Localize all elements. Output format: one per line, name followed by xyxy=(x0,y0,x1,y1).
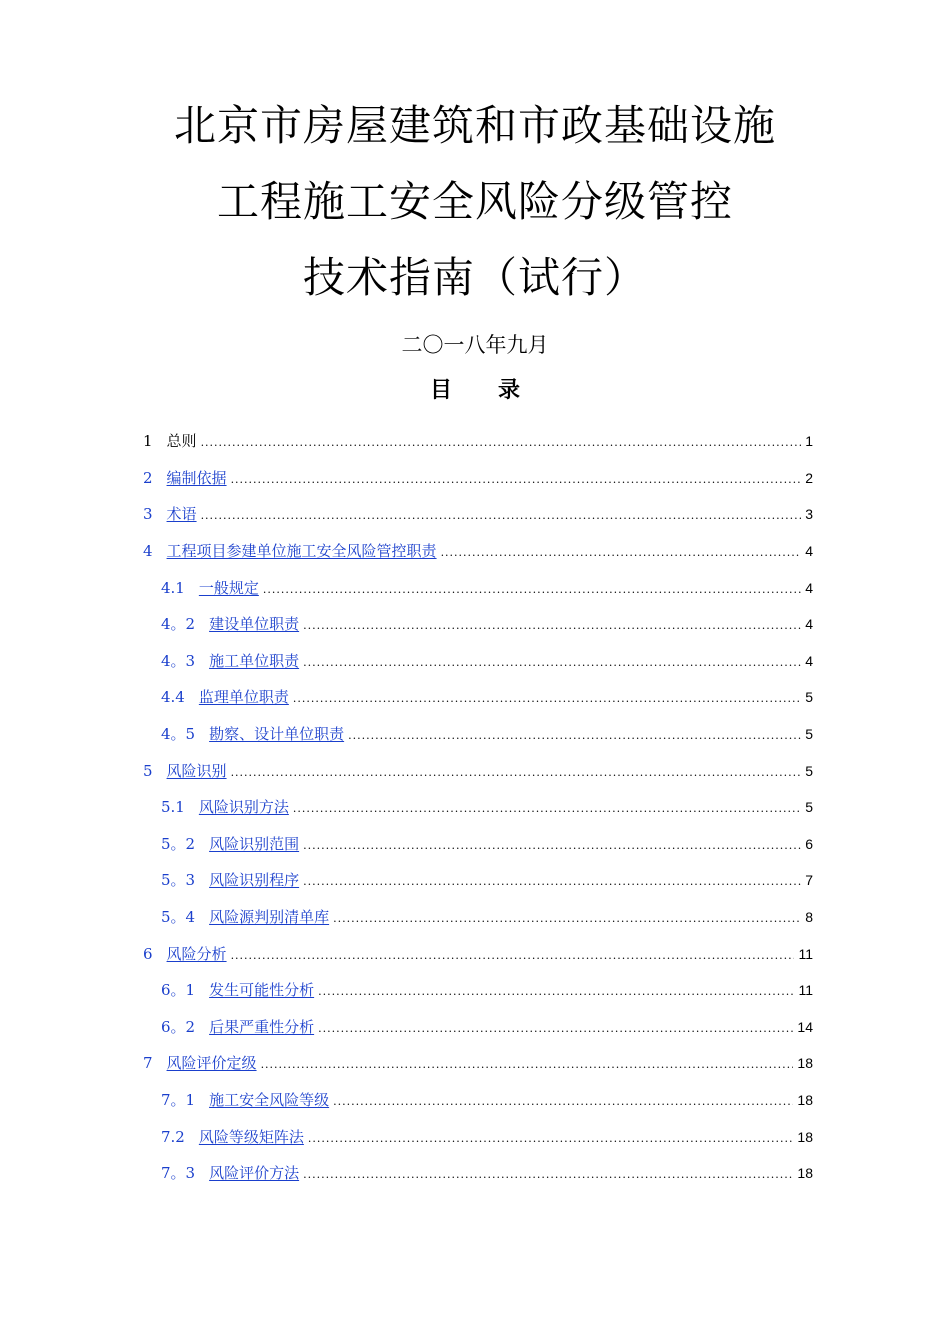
toc-entry-title: 风险识别 xyxy=(166,761,227,780)
toc-entry-title: 发生可能性分析 xyxy=(209,981,315,1000)
toc-entry-title: 风险源判别清单库 xyxy=(209,908,330,927)
toc-entry-page: 4 xyxy=(805,579,813,596)
toc-entry-number: 4 xyxy=(143,542,153,561)
toc-entry-page: 5 xyxy=(805,799,813,816)
toc-entry-title: 术语 xyxy=(166,505,197,524)
toc-entry-number: 7。1 xyxy=(161,1090,196,1109)
toc-entry-page: 3 xyxy=(805,506,813,523)
toc-entry-number: 5。2 xyxy=(161,834,196,853)
toc-entry[interactable] xyxy=(143,460,813,497)
toc-entry-title: 监理单位职责 xyxy=(198,688,289,707)
toc-entry-number: 4.4 xyxy=(161,688,185,707)
toc-entry-title: 风险评价定级 xyxy=(166,1054,257,1073)
toc-entry-number: 6 xyxy=(143,944,153,963)
toc-entry-title: 工程项目参建单位施工安全风险管控职责 xyxy=(166,542,437,561)
toc-entry-page: 18 xyxy=(797,1128,813,1145)
toc-entry[interactable] xyxy=(143,935,813,972)
toc-entry-page: 14 xyxy=(797,1018,813,1035)
toc-entry-page: 4 xyxy=(805,543,813,560)
toc-entry-link[interactable] xyxy=(161,614,299,634)
toc-dot-leader xyxy=(441,543,802,563)
toc-entry-link[interactable] xyxy=(143,944,227,964)
toc-entry-page: 8 xyxy=(805,909,813,926)
toc-entry[interactable] xyxy=(143,716,813,753)
toc-entry[interactable] xyxy=(143,496,813,533)
toc-entry-page: 18 xyxy=(797,1091,813,1108)
toc-dot-leader xyxy=(318,982,794,1002)
toc-dot-leader xyxy=(303,1165,793,1185)
toc-entry-link[interactable] xyxy=(143,1053,257,1073)
toc-entry-link[interactable] xyxy=(161,870,299,890)
toc-dot-leader xyxy=(261,1055,794,1075)
title-line-2: 工程施工安全风险分级管控 xyxy=(216,177,733,226)
toc-entry-link[interactable] xyxy=(161,797,289,817)
toc-entry-title: 风险等级矩阵法 xyxy=(198,1127,304,1146)
toc-entry-page: 1 xyxy=(805,433,813,450)
toc-dot-leader xyxy=(333,1092,793,1112)
toc-entry-number: 7 xyxy=(143,1054,153,1073)
toc-entry-page: 4 xyxy=(805,652,813,669)
title-line-3: 技术指南（试行） xyxy=(302,253,647,302)
toc-entry[interactable] xyxy=(143,1082,813,1119)
toc-entry-number: 2 xyxy=(143,468,153,487)
toc-dot-leader xyxy=(318,1019,793,1039)
toc-entry-link[interactable] xyxy=(161,980,314,1000)
toc-entry[interactable] xyxy=(143,1045,813,1082)
toc-entry-title: 建设单位职责 xyxy=(209,615,300,634)
toc-entry-number: 6。1 xyxy=(161,981,196,1000)
toc-dot-leader xyxy=(231,763,802,783)
toc-entry-number: 4。5 xyxy=(161,725,196,744)
toc-entry-link[interactable] xyxy=(161,687,289,707)
toc-entry-page: 6 xyxy=(805,835,813,852)
toc-entry-title: 风险识别范围 xyxy=(209,834,300,853)
toc-entry-page: 11 xyxy=(798,982,813,999)
toc-dot-leader xyxy=(333,909,801,929)
toc-entry-number: 6。2 xyxy=(161,1017,196,1036)
toc-entry-link[interactable] xyxy=(161,1017,314,1037)
toc-entry xyxy=(143,423,813,460)
toc-entry-link[interactable] xyxy=(143,504,197,524)
toc-entry-page: 11 xyxy=(798,945,813,962)
toc-entry-number: 7.2 xyxy=(161,1127,185,1146)
toc-entry-page: 18 xyxy=(797,1055,813,1072)
toc-heading-left: 目 xyxy=(429,378,452,403)
toc-dot-leader xyxy=(293,689,801,709)
toc-entry-title: 总则 xyxy=(166,432,197,451)
toc-entry-page: 5 xyxy=(805,689,813,706)
toc-entry-title: 风险评价方法 xyxy=(209,1164,300,1183)
toc-entry-link[interactable] xyxy=(161,578,259,598)
toc-entry[interactable] xyxy=(143,899,813,936)
toc-entry[interactable] xyxy=(143,1009,813,1046)
toc-entry-page: 5 xyxy=(805,726,813,743)
toc-dot-leader xyxy=(201,506,802,526)
toc-dot-leader xyxy=(303,872,801,892)
toc-entry-number: 3 xyxy=(143,505,153,524)
toc-entry-number: 5。3 xyxy=(161,871,196,890)
toc-entry-title: 风险识别程序 xyxy=(209,871,300,890)
document-title xyxy=(0,88,950,316)
toc-entry[interactable] xyxy=(143,569,813,606)
toc-entry-link[interactable] xyxy=(161,834,299,854)
toc-entry-number: 5.1 xyxy=(161,798,185,817)
toc-entry-link[interactable] xyxy=(161,1163,299,1183)
toc-entry-page: 2 xyxy=(805,469,813,486)
toc-entry[interactable] xyxy=(143,862,813,899)
toc-entry-link[interactable] xyxy=(161,724,344,744)
toc-entry[interactable] xyxy=(143,643,813,680)
toc-entry[interactable] xyxy=(143,972,813,1009)
toc-dot-leader xyxy=(308,1129,794,1149)
toc-dot-leader xyxy=(293,799,801,819)
toc-entry-title: 风险分析 xyxy=(166,944,227,963)
toc-entry-page: 7 xyxy=(805,872,813,889)
toc-entry-page: 5 xyxy=(805,762,813,779)
toc-entry-link[interactable] xyxy=(143,541,437,561)
toc-entry-title: 勘察、设计单位职责 xyxy=(209,725,345,744)
toc-entry-link[interactable] xyxy=(143,761,227,781)
toc-entry-page: 4 xyxy=(805,616,813,633)
toc-heading-right: 录 xyxy=(498,378,521,403)
toc-entry-link[interactable] xyxy=(143,468,227,488)
toc-entry-number: 5。4 xyxy=(161,908,196,927)
toc-dot-leader xyxy=(263,580,801,600)
toc-entry-number: 7。3 xyxy=(161,1164,196,1183)
toc-entry-link[interactable] xyxy=(161,651,299,671)
toc-entry-label xyxy=(143,431,197,451)
toc-dot-leader xyxy=(231,946,795,966)
toc-entry-title: 施工安全风险等级 xyxy=(209,1090,330,1109)
table-of-contents xyxy=(143,423,813,1191)
toc-dot-leader xyxy=(303,836,801,856)
toc-entry[interactable] xyxy=(143,826,813,863)
toc-entry-link[interactable] xyxy=(161,907,329,927)
toc-dot-leader xyxy=(231,470,802,490)
toc-entry-link[interactable] xyxy=(161,1090,329,1110)
toc-entry[interactable] xyxy=(143,752,813,789)
toc-entry-link[interactable] xyxy=(161,1127,304,1147)
toc-heading xyxy=(0,376,950,406)
toc-entry-title: 编制依据 xyxy=(166,468,227,487)
toc-entry[interactable] xyxy=(143,606,813,643)
toc-dot-leader xyxy=(303,653,801,673)
toc-entry[interactable] xyxy=(143,1118,813,1155)
toc-entry-title: 风险识别方法 xyxy=(198,798,289,817)
toc-dot-leader xyxy=(348,726,801,746)
toc-entry-number: 4。3 xyxy=(161,651,196,670)
toc-entry[interactable] xyxy=(143,789,813,826)
toc-entry-number: 1 xyxy=(143,432,153,451)
toc-entry-title: 后果严重性分析 xyxy=(209,1017,315,1036)
toc-entry-number: 4。2 xyxy=(161,615,196,634)
toc-dot-leader xyxy=(201,433,802,453)
toc-entry[interactable] xyxy=(143,533,813,570)
toc-entry-number: 4.1 xyxy=(161,578,185,597)
toc-dot-leader xyxy=(303,616,801,636)
title-line-1: 北京市房屋建筑和市政基础设施 xyxy=(173,101,776,150)
publication-date: 二〇一八年九月 xyxy=(401,333,549,357)
toc-entry-number: 5 xyxy=(143,761,153,780)
toc-entry-title: 施工单位职责 xyxy=(209,651,300,670)
toc-entry[interactable] xyxy=(143,679,813,716)
toc-entry-page: 18 xyxy=(797,1165,813,1182)
toc-entry[interactable] xyxy=(143,1155,813,1192)
toc-entry-title: 一般规定 xyxy=(198,578,259,597)
